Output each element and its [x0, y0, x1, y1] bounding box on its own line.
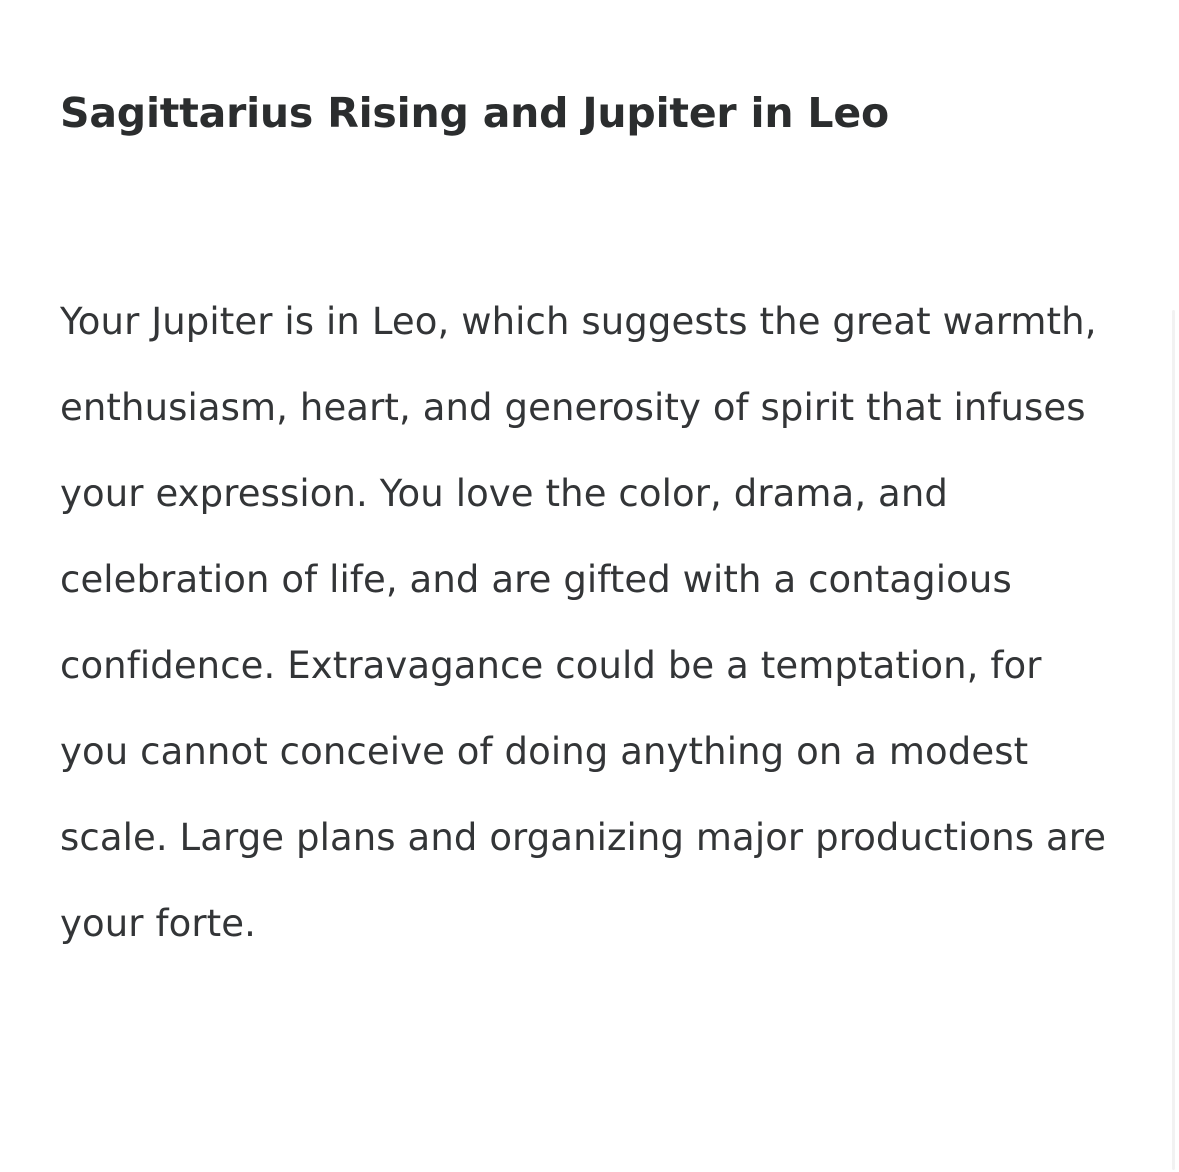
- page-title: Sagittarius Rising and Jupiter in Leo: [60, 89, 889, 137]
- article-body-paragraph: Your Jupiter is in Leo, which suggests the great warmth, enthusiasm, heart, and generosity of spirit that infuses your expression. You love the color, drama, and celebration of life, and are gifted with a contagious confidence. Extravagance could be a temptation, for you cannot conceive of doing anything on a modest scale. Large plans and organizing major productions are your forte.: [60, 300, 1107, 946]
- vertical-scrollbar[interactable]: [1172, 310, 1175, 1170]
